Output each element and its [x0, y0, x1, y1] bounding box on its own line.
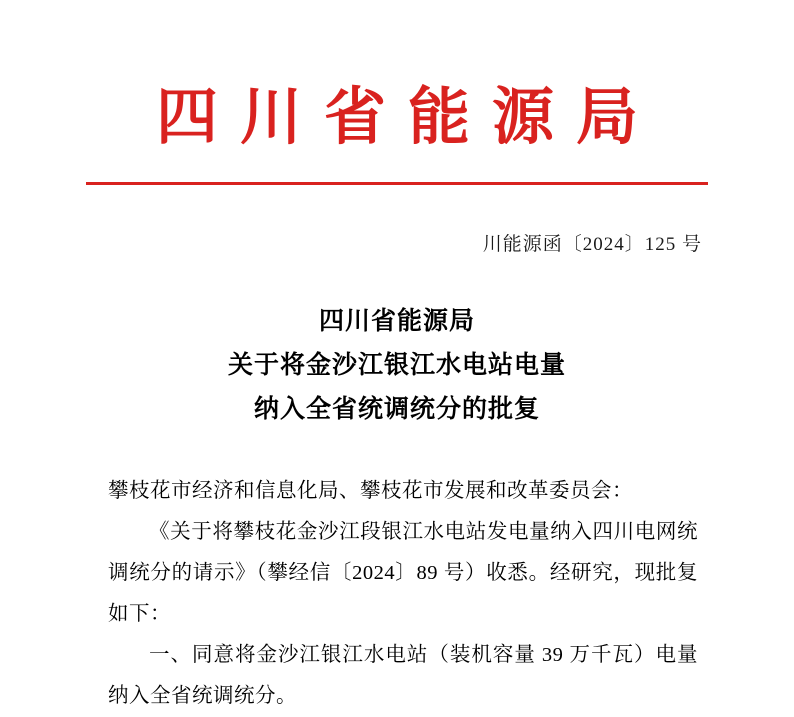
letterhead-divider	[86, 182, 708, 185]
document-title-line-2: 关于将金沙江银江水电站电量	[227, 351, 566, 379]
issuing-organization-title: 四川省能源局	[155, 84, 660, 152]
body-paragraph-item-1: 一、同意将金沙江银江水电站（装机容量 39 万千瓦）电量纳入全省统调统分。	[108, 644, 698, 708]
letterhead	[0, 0, 794, 185]
body-paragraph-reference: 《关于将攀枝花金沙江段银江水电站发电量纳入四川电网统调统分的请示》（攀经信〔2024〕89 号）收悉。经研究，现批复如下：	[108, 521, 698, 626]
body-paragraph-recipient: 攀枝花市经济和信息化局、攀枝花市发展和改革委员会：	[108, 480, 633, 503]
document-number: 川能源函〔2024〕125 号	[482, 234, 702, 256]
document-title	[0, 300, 794, 431]
document-body	[0, 471, 794, 717]
document-title-line-3: 纳入全省统调统分的批复	[253, 395, 540, 423]
document-title-line-1: 四川省能源局	[318, 308, 475, 336]
